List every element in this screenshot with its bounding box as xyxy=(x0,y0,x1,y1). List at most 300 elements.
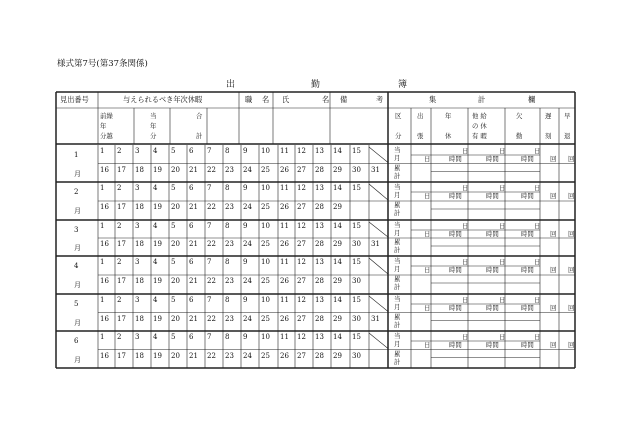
row-label-current: 当 xyxy=(394,146,401,154)
diagonal-slash xyxy=(369,333,388,349)
row-label-current: 月 xyxy=(394,191,401,199)
unit-hours: 時間 xyxy=(486,266,499,274)
day-cell-first-half: 2 xyxy=(117,333,122,341)
month-number: 4 xyxy=(74,262,79,270)
unit-hours: 時間 xyxy=(486,304,499,312)
header-leave-label: 与えられるべき年次休暇 xyxy=(123,95,203,104)
day-cell-second-half: 22 xyxy=(207,240,216,248)
subheader-current: 年 xyxy=(150,122,157,130)
month-suffix: 月 xyxy=(74,169,81,178)
day-cell-first-half: 13 xyxy=(315,184,324,192)
day-cell-second-half: 26 xyxy=(280,351,289,360)
day-cell-second-half: 19 xyxy=(153,277,162,285)
day-cell-first-half: 15 xyxy=(352,333,361,341)
unit-hours: 時間 xyxy=(449,304,462,312)
unit-times: 回 xyxy=(568,266,575,274)
unit-day: 日 xyxy=(424,266,431,274)
day-cell-second-half: 21 xyxy=(189,203,198,211)
unit-hours: 時間 xyxy=(521,341,534,349)
day-cell-second-half: 26 xyxy=(280,277,289,285)
day-cell-first-half: 3 xyxy=(135,258,140,266)
day-cell-second-half: 26 xyxy=(280,203,289,211)
row-label-cumulative: 計 xyxy=(394,320,401,329)
subheader-late: 刻 xyxy=(545,132,552,140)
day-cell-first-half: 2 xyxy=(117,184,122,192)
unit-day: 日 xyxy=(499,147,506,155)
day-cell-second-half: 21 xyxy=(189,240,198,248)
unit-times: 回 xyxy=(550,266,557,274)
row-label-cumulative: 累 xyxy=(394,201,401,209)
day-cell-first-half: 10 xyxy=(261,222,270,230)
day-cell-first-half: 9 xyxy=(243,222,248,230)
row-label-current: 月 xyxy=(394,303,401,311)
day-cell-first-half: 11 xyxy=(280,258,289,266)
diagonal-slash xyxy=(369,258,388,274)
day-cell-second-half: 24 xyxy=(243,277,252,285)
day-cell-second-half: 18 xyxy=(135,165,144,174)
unit-day: 日 xyxy=(534,333,541,341)
day-cell-first-half: 14 xyxy=(333,222,342,230)
unit-hours: 時間 xyxy=(449,192,462,200)
day-cell-second-half: 22 xyxy=(207,165,216,174)
day-cell-first-half: 15 xyxy=(352,258,361,266)
day-cell-first-half: 4 xyxy=(153,222,158,230)
header-summary-char: 集 xyxy=(429,95,437,104)
subheader-annual: 休 xyxy=(445,132,452,140)
month-number: 5 xyxy=(74,300,79,308)
day-cell-second-half: 25 xyxy=(261,314,270,323)
day-cell-first-half: 3 xyxy=(135,222,140,230)
day-cell-second-half: 24 xyxy=(243,351,252,360)
day-cell-second-half: 27 xyxy=(297,165,306,174)
unit-day: 日 xyxy=(424,304,431,312)
day-cell-second-half: 23 xyxy=(225,277,234,285)
day-cell-second-half: 17 xyxy=(117,314,126,323)
subheader-other: 他 給 xyxy=(472,112,487,120)
day-cell-second-half: 16 xyxy=(100,277,109,285)
day-cell-first-half: 14 xyxy=(333,184,342,192)
unit-day: 日 xyxy=(462,222,469,230)
day-cell-first-half: 10 xyxy=(261,296,270,304)
day-cell-first-half: 8 xyxy=(225,333,230,341)
day-cell-first-half: 6 xyxy=(189,296,194,304)
day-cell-second-half: 26 xyxy=(280,314,289,323)
row-label-cumulative: 累 xyxy=(394,275,401,283)
day-cell-first-half: 10 xyxy=(261,184,270,192)
day-cell-first-half: 14 xyxy=(333,147,342,155)
day-cell-first-half: 5 xyxy=(171,184,176,192)
day-cell-second-half: 24 xyxy=(243,165,252,174)
subheader-early: 早 xyxy=(564,112,571,120)
day-cell-second-half: 23 xyxy=(225,314,234,323)
row-label-cumulative: 累 xyxy=(394,349,401,358)
unit-hours: 時間 xyxy=(486,155,499,163)
day-cell-first-half: 4 xyxy=(153,333,158,341)
row-label-cumulative: 計 xyxy=(394,209,401,217)
unit-day: 日 xyxy=(534,296,541,304)
unit-day: 日 xyxy=(534,222,541,230)
day-cell-first-half: 13 xyxy=(315,222,324,230)
subheader-carry: 年 xyxy=(100,122,107,130)
day-cell-second-half: 30 xyxy=(352,277,361,285)
day-cell-first-half: 11 xyxy=(280,296,289,304)
day-cell-second-half: 18 xyxy=(135,314,144,323)
day-cell-first-half: 13 xyxy=(315,258,324,266)
day-cell-second-half: 21 xyxy=(189,277,198,285)
title-char: 簿 xyxy=(398,80,408,90)
day-cell-first-half: 8 xyxy=(225,184,230,192)
day-cell-first-half: 13 xyxy=(315,333,324,341)
day-cell-second-half: 28 xyxy=(315,277,324,285)
day-cell-second-half: 18 xyxy=(135,240,144,248)
day-cell-first-half: 11 xyxy=(280,333,289,341)
month-suffix: 月 xyxy=(74,318,81,327)
row-label-current: 月 xyxy=(394,265,401,273)
diagonal-slash xyxy=(369,222,388,237)
day-cell-first-half: 14 xyxy=(333,333,342,341)
day-cell-second-half: 27 xyxy=(297,240,306,248)
unit-day: 日 xyxy=(534,147,541,155)
header-summary-char: 計 xyxy=(478,95,486,104)
day-cell-first-half: 11 xyxy=(280,147,289,155)
day-cell-second-half: 17 xyxy=(117,203,126,211)
day-cell-first-half: 1 xyxy=(100,258,105,266)
row-label-current: 月 xyxy=(394,229,401,237)
day-cell-first-half: 15 xyxy=(352,184,361,192)
day-cell-first-half: 15 xyxy=(352,222,361,230)
row-label-current: 当 xyxy=(394,295,401,303)
subheader-attendance: 出 xyxy=(417,112,424,120)
day-cell-first-half: 5 xyxy=(171,296,176,304)
unit-hours: 時間 xyxy=(486,230,499,238)
unit-day: 日 xyxy=(499,184,506,192)
day-cell-second-half: 20 xyxy=(171,240,180,248)
day-cell-first-half: 3 xyxy=(135,147,140,155)
day-cell-first-half: 8 xyxy=(225,147,230,155)
day-cell-first-half: 10 xyxy=(261,333,270,341)
day-cell-first-half: 1 xyxy=(100,296,105,304)
diagonal-slash xyxy=(369,184,388,200)
day-cell-first-half: 2 xyxy=(117,258,122,266)
day-cell-second-half: 22 xyxy=(207,351,216,360)
title-char: 出 xyxy=(226,80,236,90)
unit-day: 日 xyxy=(424,192,431,200)
unit-times: 回 xyxy=(568,192,575,200)
header-remarks-char: 考 xyxy=(376,95,384,104)
day-cell-first-half: 6 xyxy=(189,333,194,341)
day-cell-first-half: 4 xyxy=(153,258,158,266)
day-cell-first-half: 3 xyxy=(135,333,140,341)
day-cell-second-half: 23 xyxy=(225,203,234,211)
day-cell-second-half: 25 xyxy=(261,240,270,248)
day-cell-second-half: 27 xyxy=(297,203,306,211)
day-cell-first-half: 9 xyxy=(243,147,248,155)
day-cell-first-half: 15 xyxy=(352,147,361,155)
unit-times: 回 xyxy=(550,192,557,200)
subheader-total: 計 xyxy=(196,132,203,140)
day-cell-second-half: 16 xyxy=(100,314,109,323)
subheader-division: 区 xyxy=(395,112,402,120)
unit-day: 日 xyxy=(462,258,469,266)
unit-hours: 時間 xyxy=(449,266,462,274)
day-cell-first-half: 3 xyxy=(135,296,140,304)
day-cell-first-half: 9 xyxy=(243,184,248,192)
month-number: 6 xyxy=(74,337,79,345)
row-label-cumulative: 累 xyxy=(394,238,401,246)
day-cell-second-half: 31 xyxy=(371,314,380,323)
day-cell-second-half: 20 xyxy=(171,314,180,323)
month-suffix: 月 xyxy=(74,281,81,289)
day-cell-second-half: 29 xyxy=(333,203,342,211)
day-cell-second-half: 20 xyxy=(171,351,180,360)
day-cell-second-half: 23 xyxy=(225,240,234,248)
day-cell-second-half: 22 xyxy=(207,203,216,211)
row-label-current: 月 xyxy=(394,340,401,348)
subheader-division: 分 xyxy=(395,132,402,140)
subheader-current: 当 xyxy=(150,112,157,120)
day-cell-second-half: 28 xyxy=(315,314,324,323)
day-cell-first-half: 5 xyxy=(171,333,176,341)
unit-day: 日 xyxy=(499,222,506,230)
day-cell-first-half: 9 xyxy=(243,296,248,304)
header-rank-char: 名 xyxy=(262,95,270,104)
day-cell-first-half: 6 xyxy=(189,184,194,192)
day-cell-second-half: 29 xyxy=(333,240,342,248)
unit-hours: 時間 xyxy=(449,155,462,163)
day-cell-first-half: 4 xyxy=(153,296,158,304)
day-cell-second-half: 25 xyxy=(261,277,270,285)
day-cell-first-half: 1 xyxy=(100,147,105,155)
day-cell-first-half: 2 xyxy=(117,222,122,230)
subheader-annual: 年 xyxy=(445,112,452,120)
header-summary-char: 欄 xyxy=(528,95,536,104)
day-cell-second-half: 24 xyxy=(243,240,252,248)
day-cell-second-half: 30 xyxy=(352,240,361,248)
day-cell-second-half: 16 xyxy=(100,240,109,248)
day-cell-first-half: 12 xyxy=(297,258,306,266)
day-cell-first-half: 9 xyxy=(243,258,248,266)
day-cell-first-half: 4 xyxy=(153,184,158,192)
month-number: 2 xyxy=(74,188,79,196)
day-cell-first-half: 13 xyxy=(315,296,324,304)
day-cell-first-half: 6 xyxy=(189,258,194,266)
day-cell-first-half: 12 xyxy=(297,147,306,155)
day-cell-first-half: 15 xyxy=(352,296,361,304)
diagonal-slash xyxy=(369,296,388,312)
subheader-absent: 欠 xyxy=(516,112,523,120)
day-cell-first-half: 1 xyxy=(100,333,105,341)
row-label-current: 当 xyxy=(394,257,401,265)
day-cell-first-half: 12 xyxy=(297,222,306,230)
month-suffix: 月 xyxy=(74,244,81,252)
day-cell-second-half: 18 xyxy=(135,351,144,360)
day-cell-first-half: 7 xyxy=(207,258,212,266)
day-cell-second-half: 28 xyxy=(315,203,324,211)
day-cell-second-half: 19 xyxy=(153,351,162,360)
day-cell-second-half: 31 xyxy=(371,165,380,174)
day-cell-first-half: 11 xyxy=(280,184,289,192)
row-label-cumulative: 累 xyxy=(394,163,401,172)
month-number: 3 xyxy=(74,226,79,234)
day-cell-first-half: 7 xyxy=(207,296,212,304)
unit-day: 日 xyxy=(462,147,469,155)
day-cell-second-half: 16 xyxy=(100,203,109,211)
subheader-other: 有 暇 xyxy=(472,132,487,140)
unit-day: 日 xyxy=(462,184,469,192)
unit-hours: 時間 xyxy=(449,341,462,349)
day-cell-second-half: 22 xyxy=(207,314,216,323)
subheader-late: 遅 xyxy=(545,112,552,120)
day-cell-second-half: 19 xyxy=(153,203,162,211)
day-cell-second-half: 24 xyxy=(243,314,252,323)
day-cell-second-half: 30 xyxy=(352,165,361,174)
day-cell-second-half: 30 xyxy=(352,314,361,323)
unit-times: 回 xyxy=(550,341,557,349)
header-id-label: 見出番号 xyxy=(60,95,89,104)
day-cell-first-half: 2 xyxy=(117,296,122,304)
unit-day: 日 xyxy=(534,184,541,192)
day-cell-first-half: 2 xyxy=(117,147,122,155)
day-cell-first-half: 12 xyxy=(297,333,306,341)
day-cell-second-half: 19 xyxy=(153,314,162,323)
day-cell-first-half: 6 xyxy=(189,222,194,230)
day-cell-first-half: 8 xyxy=(225,222,230,230)
day-cell-second-half: 31 xyxy=(371,240,380,248)
unit-hours: 時間 xyxy=(521,266,534,274)
unit-hours: 時間 xyxy=(521,230,534,238)
day-cell-second-half: 17 xyxy=(117,351,126,360)
day-cell-second-half: 19 xyxy=(153,240,162,248)
day-cell-second-half: 28 xyxy=(315,240,324,248)
day-cell-first-half: 5 xyxy=(171,222,176,230)
month-suffix: 月 xyxy=(74,207,81,215)
row-label-cumulative: 計 xyxy=(394,283,401,291)
day-cell-second-half: 22 xyxy=(207,277,216,285)
day-cell-second-half: 28 xyxy=(315,351,324,360)
unit-day: 日 xyxy=(424,341,431,349)
day-cell-second-half: 26 xyxy=(280,165,289,174)
day-cell-second-half: 17 xyxy=(117,277,126,285)
unit-times: 回 xyxy=(568,304,575,312)
row-label-cumulative: 計 xyxy=(394,171,401,180)
day-cell-second-half: 25 xyxy=(261,203,270,211)
day-cell-second-half: 28 xyxy=(315,165,324,174)
day-cell-second-half: 27 xyxy=(297,314,306,323)
unit-day: 日 xyxy=(424,230,431,238)
day-cell-first-half: 8 xyxy=(225,258,230,266)
unit-hours: 時間 xyxy=(486,341,499,349)
unit-day: 日 xyxy=(462,296,469,304)
unit-hours: 時間 xyxy=(521,304,534,312)
day-cell-second-half: 23 xyxy=(225,165,234,174)
unit-day: 日 xyxy=(462,333,469,341)
day-cell-second-half: 20 xyxy=(171,165,180,174)
row-label-current: 当 xyxy=(394,332,401,340)
day-cell-first-half: 13 xyxy=(315,147,324,155)
month-suffix: 月 xyxy=(74,355,81,364)
day-cell-second-half: 25 xyxy=(261,351,270,360)
day-cell-first-half: 5 xyxy=(171,258,176,266)
row-label-cumulative: 計 xyxy=(394,246,401,254)
diagonal-slash xyxy=(369,147,388,163)
day-cell-first-half: 5 xyxy=(171,147,176,155)
row-label-current: 当 xyxy=(394,183,401,191)
day-cell-second-half: 17 xyxy=(117,165,126,174)
day-cell-first-half: 8 xyxy=(225,296,230,304)
unit-times: 回 xyxy=(568,230,575,238)
unit-hours: 時間 xyxy=(449,230,462,238)
day-cell-second-half: 23 xyxy=(225,351,234,360)
unit-times: 回 xyxy=(550,304,557,312)
day-cell-second-half: 25 xyxy=(261,165,270,174)
row-label-cumulative: 計 xyxy=(394,357,401,366)
day-cell-first-half: 3 xyxy=(135,184,140,192)
day-cell-first-half: 10 xyxy=(261,258,270,266)
day-cell-second-half: 29 xyxy=(333,351,342,360)
day-cell-first-half: 7 xyxy=(207,184,212,192)
day-cell-first-half: 1 xyxy=(100,222,105,230)
day-cell-second-half: 26 xyxy=(280,240,289,248)
day-cell-second-half: 16 xyxy=(100,165,109,174)
day-cell-first-half: 4 xyxy=(153,147,158,155)
subheader-attendance: 張 xyxy=(417,132,424,140)
month-number: 1 xyxy=(74,151,79,159)
row-label-current: 当 xyxy=(394,221,401,229)
day-cell-second-half: 29 xyxy=(333,314,342,323)
day-cell-second-half: 19 xyxy=(153,165,162,174)
subheader-carry: 分越 xyxy=(100,132,113,140)
day-cell-second-half: 21 xyxy=(189,165,198,174)
day-cell-second-half: 30 xyxy=(352,351,361,360)
row-label-current: 月 xyxy=(394,154,401,162)
day-cell-first-half: 7 xyxy=(207,147,212,155)
row-label-cumulative: 累 xyxy=(394,312,401,321)
day-cell-second-half: 16 xyxy=(100,351,109,360)
day-cell-second-half: 29 xyxy=(333,277,342,285)
unit-hours: 時間 xyxy=(521,155,534,163)
unit-day: 日 xyxy=(499,296,506,304)
header-name-char: 氏 xyxy=(282,95,290,104)
day-cell-first-half: 1 xyxy=(100,184,105,192)
subheader-carry: 前繰 xyxy=(100,112,113,120)
subheader-absent: 勤 xyxy=(516,132,523,140)
form-number-label: 様式第7号(第37条関係) xyxy=(57,59,148,69)
header-remarks-char: 備 xyxy=(340,95,348,104)
subheader-early: 退 xyxy=(564,132,571,140)
day-cell-first-half: 11 xyxy=(280,222,289,230)
day-cell-first-half: 7 xyxy=(207,222,212,230)
unit-day: 日 xyxy=(499,258,506,266)
day-cell-first-half: 7 xyxy=(207,333,212,341)
unit-times: 回 xyxy=(550,155,557,163)
day-cell-second-half: 27 xyxy=(297,277,306,285)
day-cell-second-half: 21 xyxy=(189,314,198,323)
day-cell-second-half: 20 xyxy=(171,277,180,285)
unit-day: 日 xyxy=(499,333,506,341)
day-cell-second-half: 27 xyxy=(297,351,306,360)
subheader-other: の 休 xyxy=(472,122,487,130)
day-cell-second-half: 18 xyxy=(135,203,144,211)
day-cell-second-half: 17 xyxy=(117,240,126,248)
unit-times: 回 xyxy=(568,155,575,163)
header-rank-char: 職 xyxy=(245,95,253,104)
subheader-current: 分 xyxy=(150,132,157,140)
day-cell-first-half: 14 xyxy=(333,258,342,266)
unit-day: 日 xyxy=(424,155,431,163)
day-cell-first-half: 6 xyxy=(189,147,194,155)
day-cell-first-half: 9 xyxy=(243,333,248,341)
day-cell-first-half: 14 xyxy=(333,296,342,304)
